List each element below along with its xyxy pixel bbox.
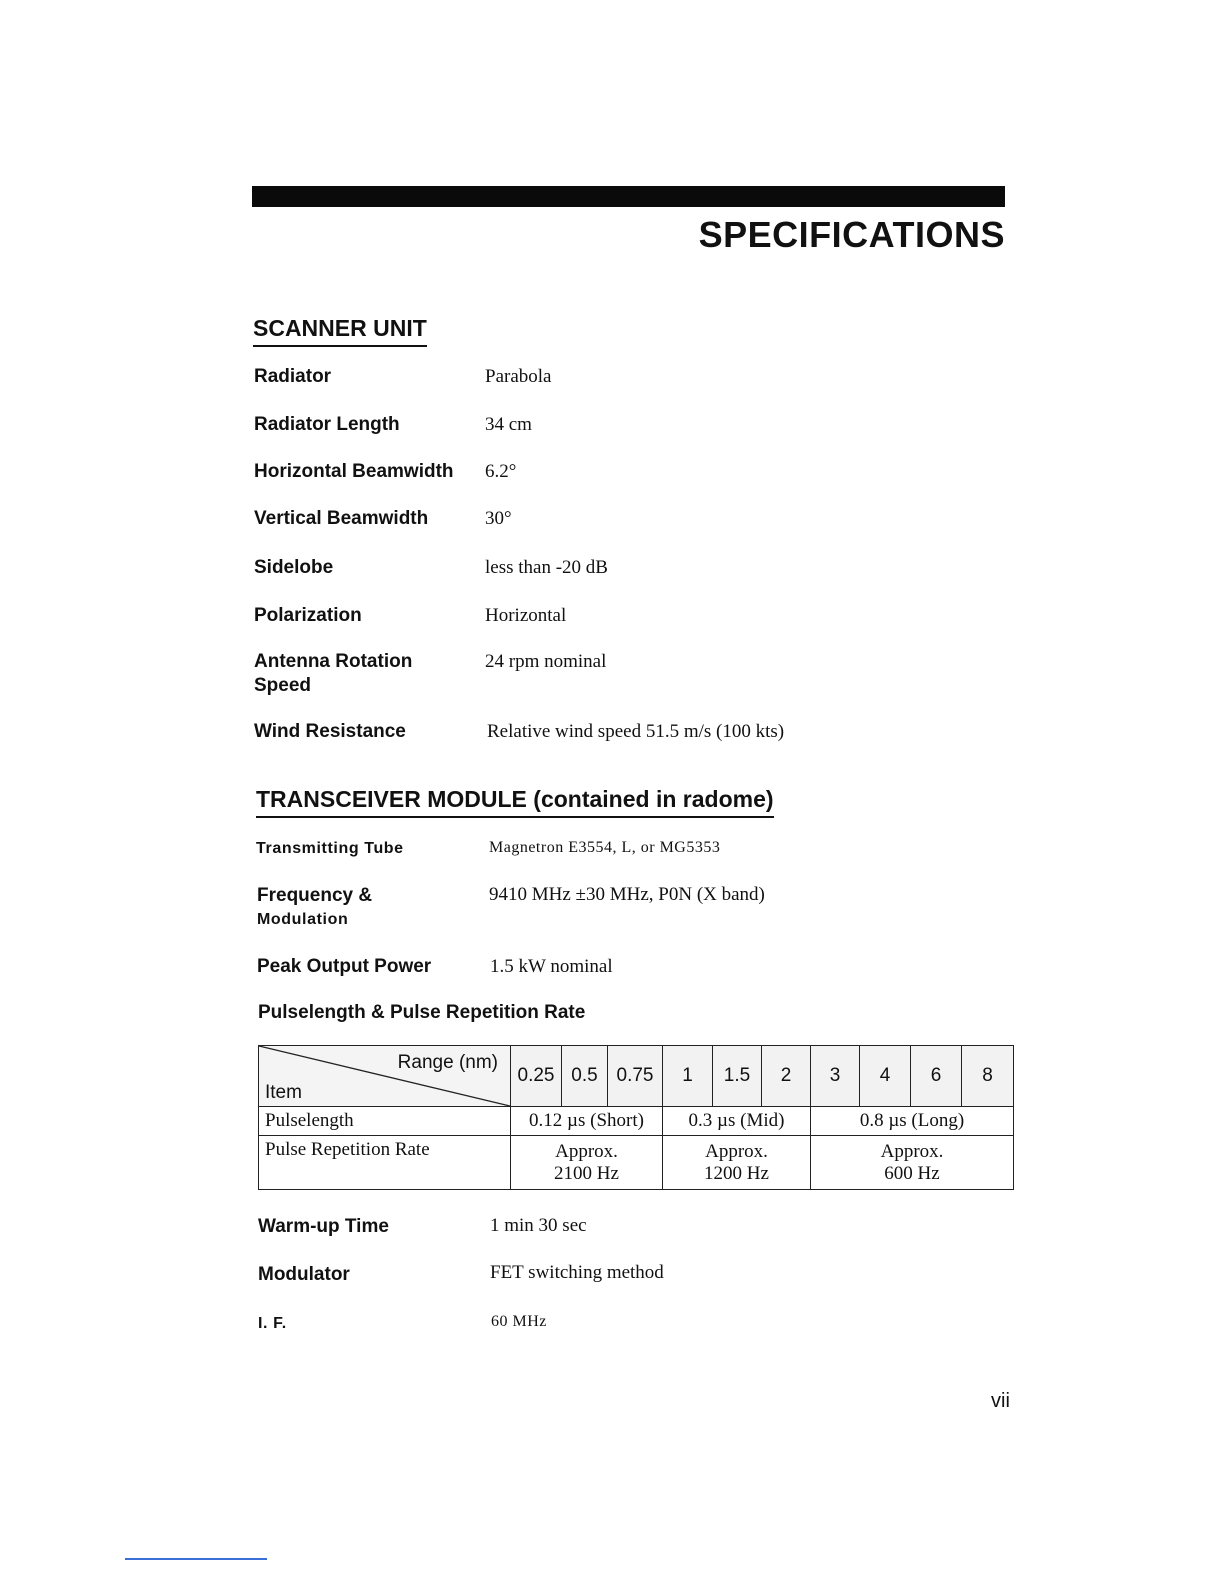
horizontal-beamwidth-value: 6.2° [485,461,517,482]
antenna-rotation-value: 24 rpm nominal [485,651,607,672]
radiator-length-label: Radiator Length [254,414,400,435]
pulselength-long: 0.8 µs (Long) [811,1107,1014,1136]
if-value: 60 MHz [491,1313,547,1330]
page-title: SPECIFICATIONS [698,214,1005,255]
vertical-beamwidth-label: Vertical Beamwidth [254,508,429,529]
transmitting-tube-value: Magnetron E3554, L, or MG5353 [489,839,721,856]
prr-value-line1: Approx. [705,1140,768,1162]
range-header-row [259,1046,1014,1107]
prr-value-line2: 600 Hz [884,1162,940,1184]
sidelobe-value: less than -20 dB [485,557,608,578]
pulselength-short: 0.12 µs (Short) [511,1107,663,1136]
range-cell: 6 [911,1046,962,1107]
range-cell: 1.5 [713,1046,762,1107]
pulselength-row [259,1107,1014,1136]
modulator-value: FET switching method [490,1262,664,1283]
pulse-rate-subheading: Pulselength & Pulse Repetition Rate [258,1002,586,1023]
frequency-modulation-value: 9410 MHz ±30 MHz, P0N (X band) [489,884,765,905]
range-cell: 0.25 [511,1046,562,1107]
wind-resistance-value: Relative wind speed 51.5 m/s (100 kts) [487,721,785,742]
warm-up-time-value: 1 min 30 sec [490,1215,587,1236]
wind-resistance-label: Wind Resistance [254,721,406,742]
polarization-label: Polarization [254,605,362,626]
frequency-modulation-label-line1: Frequency & [257,885,373,906]
pulse-table [258,1045,1014,1190]
frequency-modulation-label-line2: Modulation [257,911,349,928]
prr-value-line1: Approx. [880,1140,944,1162]
range-cell: 0.75 [608,1046,663,1107]
transceiver-module-heading: TRANSCEIVER MODULE (contained in radome) [256,786,774,818]
prr-value-short [511,1136,663,1190]
sidelobe-label: Sidelobe [254,557,334,578]
pulselength-label: Pulselength [259,1107,511,1136]
range-cell: 3 [811,1046,860,1107]
range-item-header-cell [259,1046,511,1107]
polarization-value: Horizontal [485,605,567,626]
prr-value-line2: 2100 Hz [554,1162,619,1184]
warm-up-time-label: Warm-up Time [258,1216,389,1237]
if-label: I. F. [258,1315,287,1332]
prr-label: Pulse Repetition Rate [259,1136,511,1190]
peak-output-power-label: Peak Output Power [257,956,432,977]
pulselength-mid: 0.3 µs (Mid) [663,1107,811,1136]
antenna-rotation-label-line1: Antenna Rotation [254,651,413,672]
radiator-length-value: 34 cm [485,414,532,435]
footer-rule [125,1558,267,1560]
antenna-rotation-label-line2: Speed [254,675,312,696]
range-cell: 4 [860,1046,911,1107]
header-rule [252,186,1005,207]
radiator-label: Radiator [254,366,332,387]
transmitting-tube-label: Transmitting Tube [256,840,404,857]
antenna-rotation-label [254,650,412,698]
range-cell: 2 [762,1046,811,1107]
prr-value-line2: 1200 Hz [704,1162,769,1184]
vertical-beamwidth-value: 30° [485,508,512,529]
prr-value-long [811,1136,1014,1190]
range-cell: 1 [663,1046,713,1107]
range-cell: 0.5 [562,1046,608,1107]
item-header-label: Item [265,1082,302,1103]
frequency-modulation-label [257,884,372,932]
range-header-label: Range (nm) [397,1052,498,1073]
range-cell: 8 [962,1046,1014,1107]
prr-row [259,1136,1014,1190]
horizontal-beamwidth-label: Horizontal Beamwidth [254,461,454,482]
modulator-label: Modulator [258,1264,350,1285]
prr-value-line1: Approx. [555,1140,618,1162]
prr-value-mid [663,1136,811,1190]
radiator-value: Parabola [485,366,552,387]
scanner-unit-heading: SCANNER UNIT [253,315,427,347]
peak-output-power-value: 1.5 kW nominal [490,956,613,977]
page-number: vii [991,1390,1010,1412]
